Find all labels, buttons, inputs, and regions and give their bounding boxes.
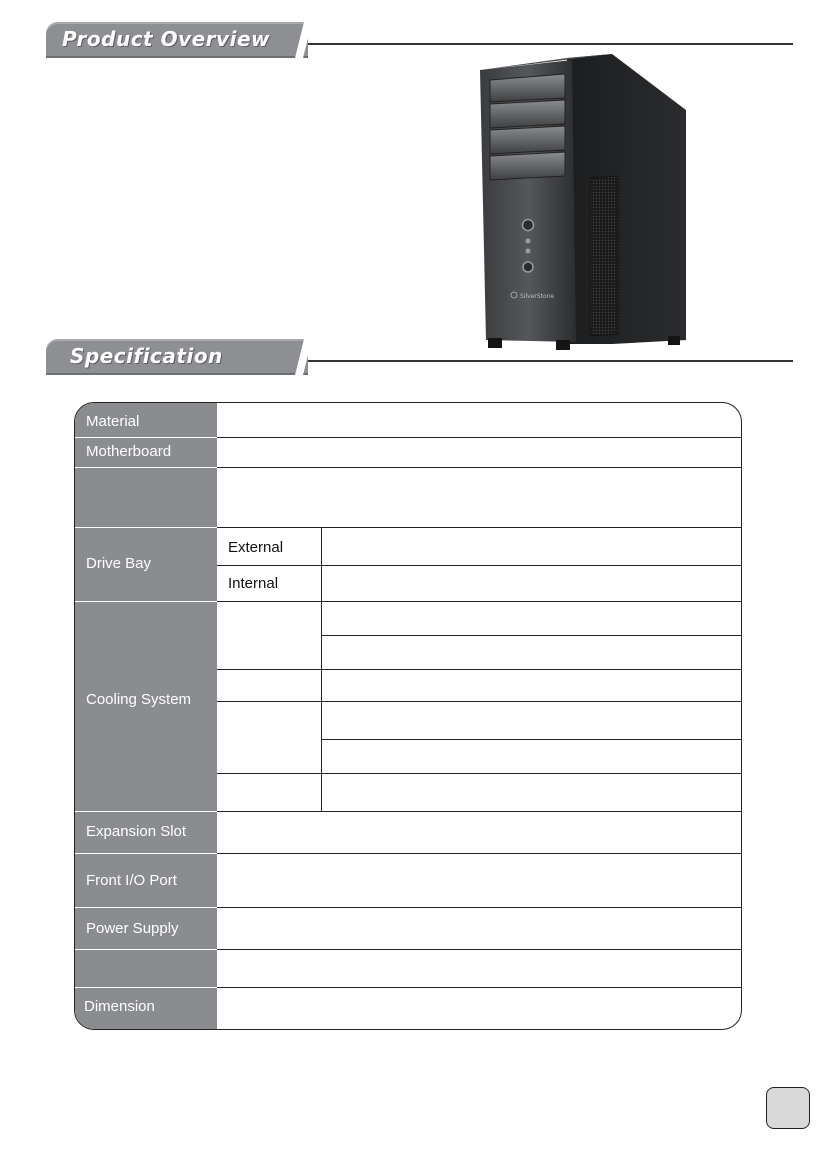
sub-row-divider bbox=[217, 773, 741, 774]
tab-notch bbox=[295, 339, 312, 375]
label-cooling-system: Cooling System bbox=[86, 691, 192, 708]
label-drive-bay: Drive Bay bbox=[86, 555, 152, 572]
row-divider bbox=[217, 907, 741, 908]
row-divider bbox=[217, 949, 741, 950]
label-motherboard: Motherboard bbox=[86, 443, 172, 460]
label-dimension: Dimension bbox=[84, 998, 155, 1015]
section-divider bbox=[308, 360, 793, 362]
sub-row-divider bbox=[321, 739, 741, 740]
svg-text:SilverStone: SilverStone bbox=[520, 293, 555, 300]
case-side-panel bbox=[567, 54, 686, 344]
section-divider bbox=[308, 43, 793, 45]
row-divider bbox=[217, 987, 741, 988]
label-divider bbox=[75, 907, 217, 908]
row-divider bbox=[217, 467, 741, 468]
page-number-box bbox=[766, 1087, 810, 1129]
column-divider bbox=[321, 601, 322, 811]
case-foot bbox=[668, 336, 680, 345]
row-divider bbox=[217, 437, 741, 438]
specification-header bbox=[46, 339, 308, 375]
label-power-supply: Power Supply bbox=[86, 920, 179, 937]
label-divider bbox=[75, 949, 217, 950]
sub-row-divider bbox=[217, 701, 741, 702]
product-overview-title: Product Overview bbox=[62, 27, 270, 51]
label-front-io-port: Front I/O Port bbox=[86, 872, 177, 889]
specification-table bbox=[74, 402, 742, 1030]
row-divider bbox=[217, 811, 741, 812]
label-drive-bay-internal: Internal bbox=[228, 575, 279, 592]
label-material: Material bbox=[86, 413, 140, 430]
row-divider bbox=[217, 853, 741, 854]
product-overview-header bbox=[46, 22, 308, 58]
side-mesh-vent bbox=[590, 176, 618, 336]
label-expansion-slot: Expansion Slot bbox=[86, 823, 187, 840]
tab-notch bbox=[295, 22, 312, 58]
label-divider bbox=[75, 811, 217, 812]
label-divider bbox=[75, 601, 217, 602]
product-image bbox=[472, 50, 698, 352]
label-divider bbox=[75, 437, 217, 438]
specification-title: Specification bbox=[70, 344, 223, 368]
label-drive-bay-external: External bbox=[228, 539, 284, 556]
column-divider bbox=[321, 527, 322, 601]
sub-row-divider bbox=[321, 635, 741, 636]
case-foot bbox=[556, 340, 570, 350]
case-foot bbox=[488, 338, 502, 348]
sub-row-divider bbox=[217, 669, 741, 670]
label-divider bbox=[75, 527, 217, 528]
row-divider bbox=[217, 527, 741, 528]
row-divider bbox=[217, 601, 741, 602]
label-divider bbox=[75, 987, 217, 988]
label-divider bbox=[75, 853, 217, 854]
sub-row-divider bbox=[217, 565, 741, 566]
label-divider bbox=[75, 467, 217, 468]
